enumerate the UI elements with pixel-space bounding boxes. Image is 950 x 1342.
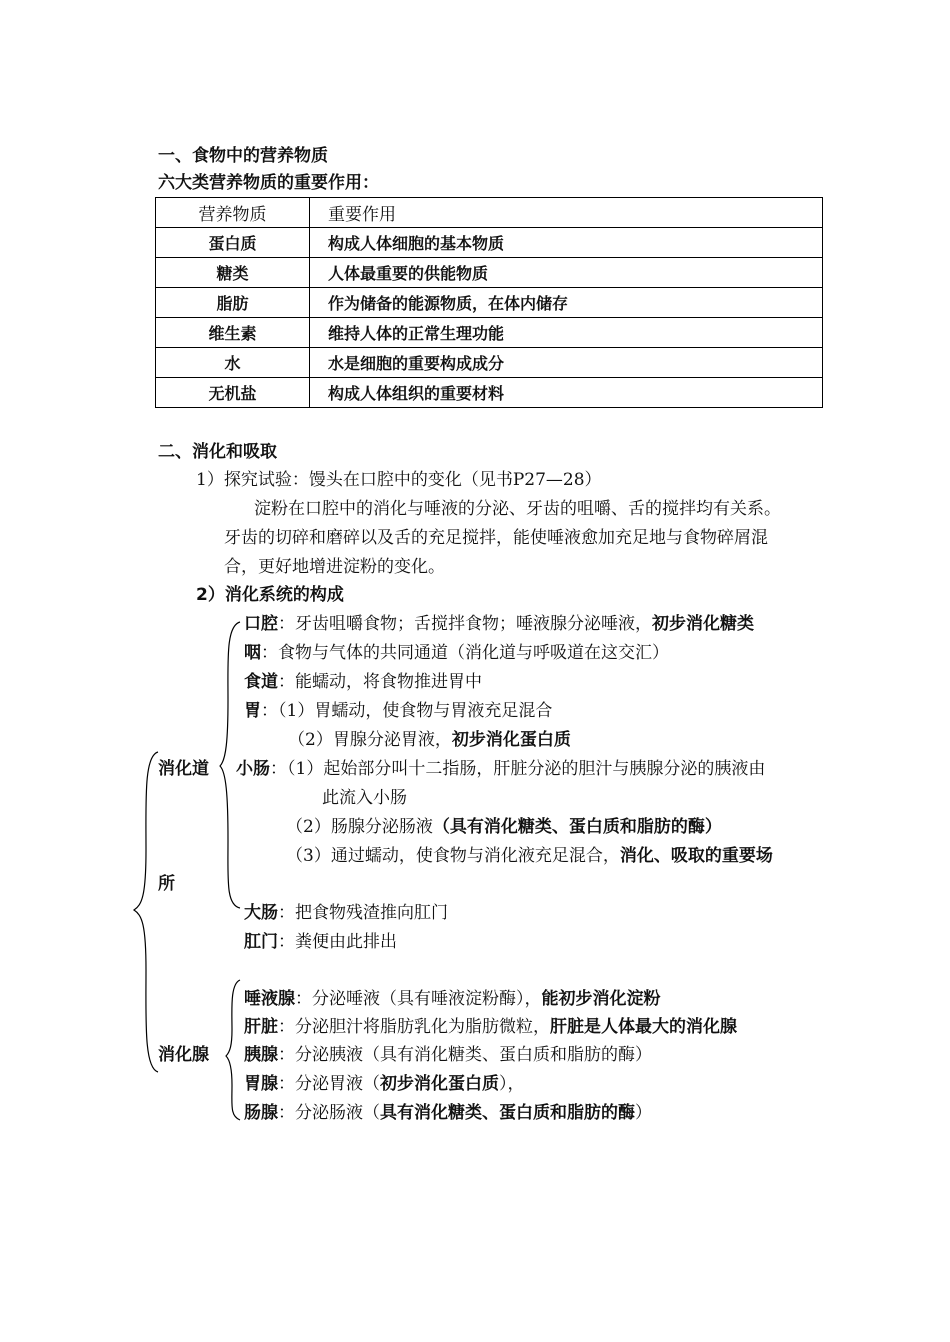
section2-title: 二、消化和吸取	[158, 442, 277, 462]
experiment-paragraph-line: 合，更好地增进淀粉的变化。	[224, 557, 445, 577]
table-cell-nutrient: 脂肪	[156, 288, 310, 318]
salivary-gland-item	[244, 988, 661, 1010]
table-cell-function: 水是细胞的重要构成成分	[310, 348, 823, 378]
pharynx-text: ：食物与气体的共同通道（消化道与呼吸道在这交汇）	[261, 643, 669, 663]
pancreas-name: 胰腺	[244, 1045, 278, 1065]
liver-text: ：分泌胆汁将脂肪乳化为脂肪微粒，	[278, 1017, 550, 1037]
anus-item	[244, 931, 397, 953]
salivary-text: ：分泌唾液（具有唾液淀粉酶），	[295, 989, 542, 1009]
stomach-item-line2	[288, 729, 571, 751]
table-cell-function: 构成人体细胞的基本物质	[310, 228, 823, 258]
small-intestine-item	[236, 758, 765, 780]
outer-brace	[134, 752, 158, 1072]
stomach-line1: ：（1）胃蠕动，使食物与胃液充足混合	[261, 701, 553, 721]
mouth-bold: 初步消化糖类	[652, 614, 754, 634]
stomach-line2-bold: 初步消化蛋白质	[451, 730, 571, 750]
small-intestine-line3: （3）通过蠕动，使食物与消化液充足混合，	[286, 846, 620, 866]
gastric-tail: ），	[499, 1074, 525, 1094]
table-cell-nutrient: 蛋白质	[156, 228, 310, 258]
table-cell-function: 作为储备的能源物质，在体内储存	[310, 288, 823, 318]
anus-name: 肛门	[244, 932, 278, 952]
tract-label: 消化道	[158, 759, 209, 779]
table-header-nutrient: 营养物质	[156, 198, 310, 228]
table-cell-function: 构成人体组织的重要材料	[310, 378, 823, 408]
esophagus-name: 食道	[244, 672, 278, 692]
small-intestine-line1b: 此流入小肠	[322, 788, 407, 808]
salivary-bold: 能初步消化淀粉	[541, 989, 661, 1009]
table-cell-function: 维持人体的正常生理功能	[310, 318, 823, 348]
mouth-name: 口腔	[244, 614, 278, 634]
esophagus-item	[244, 671, 482, 693]
small-intestine-item-line2	[286, 816, 722, 838]
section1-title: 一、食物中的营养物质	[158, 146, 328, 166]
small-intestine-name: 小肠	[236, 759, 270, 779]
salivary-name: 唾液腺	[244, 989, 295, 1009]
section1-subtitle: 六大类营养物质的重要作用：	[158, 173, 379, 193]
pancreas-text: ：分泌胰液（具有消化糖类、蛋白质和脂肪的酶）	[278, 1045, 652, 1065]
intestinal-name: 肠腺	[244, 1103, 278, 1123]
stomach-line2: （2）胃腺分泌胃液，	[288, 730, 452, 750]
experiment-paragraph-line: 淀粉在口腔中的消化与唾液的分泌、牙齿的咀嚼、舌的搅拌均有关系。	[254, 499, 781, 519]
large-intestine-name: 大肠	[244, 903, 278, 923]
pancreas-item	[244, 1044, 652, 1066]
table-cell-nutrient: 水	[156, 348, 310, 378]
anus-text: ：粪便由此排出	[278, 932, 397, 952]
small-intestine-line2: （2）肠腺分泌肠液	[286, 817, 433, 837]
liver-bold: 肝脏是人体最大的消化腺	[550, 1017, 737, 1037]
esophagus-text: ：能蠕动，将食物推进胃中	[278, 672, 482, 692]
stomach-item	[244, 700, 552, 722]
table-cell-function: 人体最重要的供能物质	[310, 258, 823, 288]
large-intestine-item	[244, 902, 448, 924]
table-cell-nutrient: 糖类	[156, 258, 310, 288]
table-header-function: 重要作用	[310, 198, 823, 228]
table-cell-nutrient: 无机盐	[156, 378, 310, 408]
large-intestine-text: ：把食物残渣推向肛门	[278, 903, 448, 923]
gastric-name: 胃腺	[244, 1074, 278, 1094]
experiment-paragraph-line: 牙齿的切碎和磨碎以及舌的充足搅拌，能使唾液愈加充足地与食物碎屑混	[224, 528, 768, 548]
glands-brace	[226, 980, 240, 1120]
tract-label-continued: 所	[158, 874, 175, 894]
pharynx-item	[244, 642, 669, 664]
small-intestine-line1: ：（1）起始部分叫十二指肠，肝脏分泌的胆汁与胰腺分泌的胰液由	[270, 759, 766, 779]
system-title: 2）消化系统的构成	[196, 585, 344, 605]
small-intestine-line3-bold: 消化、吸取的重要场	[619, 846, 773, 866]
liver-item	[244, 1016, 737, 1038]
glands-label: 消化腺	[158, 1045, 209, 1065]
small-intestine-item-line3	[286, 845, 773, 867]
stomach-name: 胃	[244, 701, 261, 721]
pharynx-name: 咽	[244, 643, 261, 663]
intestinal-text: ：分泌肠液（	[278, 1103, 380, 1123]
mouth-text: ：牙齿咀嚼食物；舌搅拌食物；唾液腺分泌唾液，	[278, 614, 652, 634]
gastric-gland-item	[244, 1073, 525, 1095]
experiment-title: 1）探究试验：馒头在口腔中的变化（见书P27—28）	[196, 470, 602, 490]
liver-name: 肝脏	[244, 1017, 278, 1037]
intestinal-gland-item	[244, 1102, 652, 1124]
mouth-item	[244, 613, 754, 635]
intestinal-tail: ）	[635, 1103, 652, 1123]
gastric-bold: 初步消化蛋白质	[380, 1074, 499, 1094]
small-intestine-line2-bold: （具有消化糖类、蛋白质和脂肪的酶）	[432, 817, 722, 837]
table-cell-nutrient: 维生素	[156, 318, 310, 348]
gastric-text: ：分泌胃液（	[278, 1074, 380, 1094]
intestinal-bold: 具有消化糖类、蛋白质和脂肪的酶	[380, 1103, 635, 1123]
